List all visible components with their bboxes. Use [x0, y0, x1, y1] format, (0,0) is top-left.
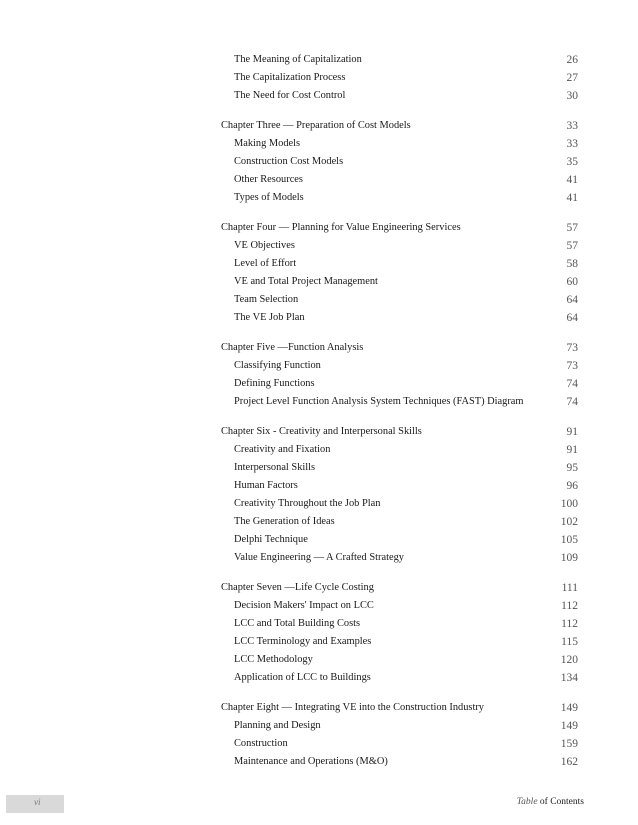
toc-entry — [0, 189, 638, 207]
toc-page-number: 112 — [561, 600, 578, 612]
toc-entry-title: Maintenance and Operations (M&O) — [234, 756, 388, 767]
section-gap — [0, 105, 638, 117]
toc-page-number: 120 — [560, 654, 578, 666]
toc-page-number: 30 — [566, 90, 578, 102]
toc-entry — [0, 495, 638, 513]
section-gap — [0, 411, 638, 423]
toc-entry-title: Chapter Four — Planning for Value Engineering Services — [221, 222, 461, 233]
toc-entry — [0, 615, 638, 633]
toc-entry — [0, 393, 638, 411]
toc-entry-title: Chapter Seven —Life Cycle Costing — [221, 582, 374, 593]
toc-entry — [0, 735, 638, 753]
toc-entry-title: Making Models — [234, 138, 301, 149]
toc-entry-title: Value Engineering — A Crafted Strategy — [234, 552, 404, 563]
toc-entry-title: Construction — [234, 738, 288, 749]
toc-entry-title: Decision Makers' Impact on LCC — [234, 600, 374, 611]
footer-page-number: vi — [34, 797, 41, 807]
toc-page-number: 109 — [560, 552, 578, 564]
toc-entry-title: Chapter Six - Creativity and Interpersonal Skills — [221, 426, 422, 437]
toc-entry — [0, 309, 638, 327]
toc-chapter-heading — [0, 219, 638, 237]
toc-entry-title: Level of Effort — [234, 258, 297, 269]
toc-entry-title: Team Selection — [234, 294, 299, 305]
toc-entry — [0, 513, 638, 531]
toc-entry — [0, 633, 638, 651]
toc-entry — [0, 87, 638, 105]
toc-chapter-heading — [0, 579, 638, 597]
toc-entry — [0, 291, 638, 309]
toc-page-number: 73 — [566, 342, 578, 354]
toc-entry — [0, 153, 638, 171]
toc-page-number: 74 — [566, 378, 578, 390]
toc-entry — [0, 69, 638, 87]
toc-page-number: 134 — [560, 672, 578, 684]
toc-entry-title: Creativity and Fixation — [234, 444, 331, 455]
toc-page-number: 112 — [561, 618, 578, 630]
toc-entry-title: Delphi Technique — [234, 534, 308, 545]
section-gap — [0, 567, 638, 579]
toc-entry — [0, 51, 638, 69]
section-gap — [0, 327, 638, 339]
toc-page-number: 96 — [566, 480, 578, 492]
toc-entry — [0, 237, 638, 255]
footer-title-italic: Table — [516, 797, 538, 807]
toc-page-number: 57 — [566, 222, 578, 234]
toc-entry-title: The Generation of Ideas — [234, 516, 335, 527]
toc-entry — [0, 597, 638, 615]
toc-page-number: 100 — [560, 498, 578, 510]
toc-page-number: 33 — [566, 138, 578, 150]
toc-entry — [0, 171, 638, 189]
toc-page-number: 64 — [566, 312, 578, 324]
toc-entry — [0, 717, 638, 735]
toc-entry — [0, 459, 638, 477]
toc-page-number: 41 — [566, 192, 578, 204]
footer-page-tab — [6, 795, 64, 813]
toc-entry — [0, 531, 638, 549]
toc-page-number: 91 — [566, 444, 578, 456]
toc-page-number: 73 — [566, 360, 578, 372]
toc-chapter-heading — [0, 117, 638, 135]
toc-page-number: 105 — [560, 534, 578, 546]
toc-page-number: 60 — [566, 276, 578, 288]
toc-entry — [0, 135, 638, 153]
toc-entry-title: Application of LCC to Buildings — [234, 672, 371, 683]
toc-entry-title: Creativity Throughout the Job Plan — [234, 498, 381, 509]
toc-page-number: 115 — [561, 636, 578, 648]
toc-entry — [0, 549, 638, 567]
toc-page-number: 159 — [560, 738, 578, 750]
toc-entry — [0, 375, 638, 393]
toc-page-number: 35 — [566, 156, 578, 168]
toc-entry-title: Defining Functions — [234, 378, 315, 389]
toc-entry-title: LCC Methodology — [234, 654, 313, 665]
toc-page-number: 57 — [566, 240, 578, 252]
toc-entry-title: The VE Job Plan — [234, 312, 305, 323]
toc-entry-title: The Capitalization Process — [234, 72, 346, 83]
toc-page-number: 58 — [566, 258, 578, 270]
toc-page-number: 33 — [566, 120, 578, 132]
toc-entry-title: Types of Models — [234, 192, 304, 203]
toc-entry-title: Chapter Eight — Integrating VE into the Construction Industry — [221, 702, 484, 713]
toc-page-number: 74 — [566, 396, 578, 408]
toc-page-number: 64 — [566, 294, 578, 306]
toc-entry-title: The Need for Cost Control — [234, 90, 346, 101]
footer-running-title — [517, 797, 584, 807]
toc-page-number: 162 — [560, 756, 578, 768]
toc-chapter-heading — [0, 423, 638, 441]
toc-page-number: 149 — [560, 720, 578, 732]
toc-chapter-heading — [0, 699, 638, 717]
toc-entry — [0, 357, 638, 375]
toc-entry — [0, 477, 638, 495]
toc-entry — [0, 273, 638, 291]
toc-entry-title: Project Level Function Analysis System Techniques (FAST) Diagram — [234, 396, 524, 407]
toc-entry-title: The Meaning of Capitalization — [234, 54, 362, 65]
toc-entry-title: Chapter Three — Preparation of Cost Models — [221, 120, 411, 131]
toc-page-number: 95 — [566, 462, 578, 474]
toc-page-number: 27 — [566, 72, 578, 84]
toc-entry-title: LCC Terminology and Examples — [234, 636, 372, 647]
section-gap — [0, 687, 638, 699]
toc-entry — [0, 255, 638, 273]
toc-entry — [0, 651, 638, 669]
toc-entry-title: VE and Total Project Management — [234, 276, 378, 287]
section-gap — [0, 207, 638, 219]
toc-entry — [0, 441, 638, 459]
toc-page-number: 149 — [560, 702, 578, 714]
toc-entry-title: Interpersonal Skills — [234, 462, 316, 473]
toc-page-number: 41 — [566, 174, 578, 186]
toc-chapter-heading — [0, 339, 638, 357]
toc-entry-title: Chapter Five —Function Analysis — [221, 342, 364, 353]
toc-page-number: 91 — [566, 426, 578, 438]
toc-entry-title: Human Factors — [234, 480, 298, 491]
toc-entry-title: LCC and Total Building Costs — [234, 618, 361, 629]
toc-entry-title: Other Resources — [234, 174, 303, 185]
toc-page-number: 102 — [560, 516, 578, 528]
toc-entry-title: Classifying Function — [234, 360, 321, 371]
toc-entry-title: Planning and Design — [234, 720, 321, 731]
toc-page-number: 111 — [561, 582, 578, 594]
table-of-contents — [0, 51, 638, 771]
footer-title-rest: of Contents — [537, 797, 584, 807]
toc-entry — [0, 753, 638, 771]
toc-entry-title: Construction Cost Models — [234, 156, 344, 167]
toc-entry — [0, 669, 638, 687]
toc-page-number: 26 — [566, 54, 578, 66]
toc-entry-title: VE Objectives — [234, 240, 295, 251]
